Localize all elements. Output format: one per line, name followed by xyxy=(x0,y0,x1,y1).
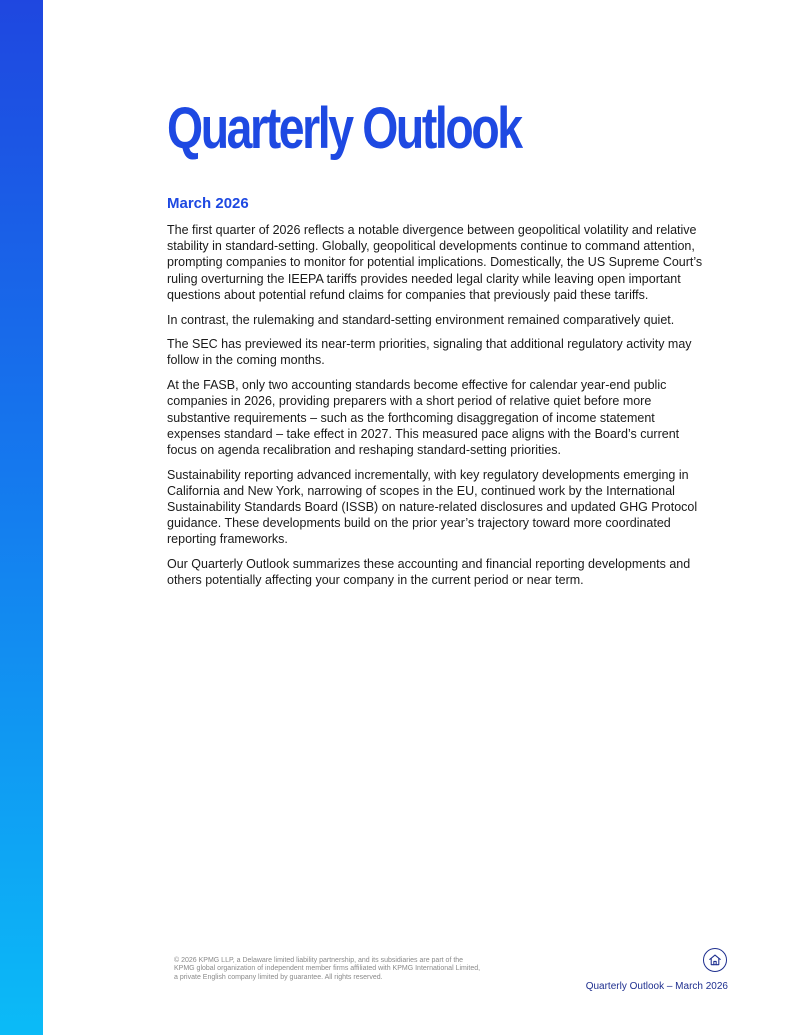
page-title: Quarterly Outlook xyxy=(167,96,521,161)
home-icon xyxy=(708,953,722,967)
home-button[interactable] xyxy=(703,948,727,972)
paragraph: The SEC has previewed its near-term priorities, signaling that additional regulatory activity may follow in the coming months. xyxy=(167,337,692,368)
paragraph: At the FASB, only two accounting standards become effective for calendar year-end public companies in 2026, providing preparers with a short period of relative quiet before more substantive requirements – such as the forthcoming disaggregation of income statement expenses standard – take effect in 2027. This measured pace aligns with the Board’s current focus on agenda recalibration and reshaping standard-setting priorities. xyxy=(167,378,680,457)
copyright-notice: © 2026 KPMG LLP, a Delaware limited liability partnership, and its subsidiaries are part of the KPMG global organization of independent member firms affiliated with KPMG International Limited, a private English company limited by guarantee. All rights reserved. xyxy=(174,957,481,981)
side-accent-bar xyxy=(0,0,43,1035)
footer-page-label: Quarterly Outlook – March 2026 xyxy=(585,981,728,992)
paragraph: Our Quarterly Outlook summarizes these accounting and financial reporting developments and others potentially affecting your company in the current period or near term. xyxy=(167,557,691,588)
paragraph: The first quarter of 2026 reflects a notable divergence between geopolitical volatility and relative stability in standard-setting. Globally, geopolitical developments continue to command attention, prompting companies to monitor for potential implications. Domestically, the US Supreme Court’s ruling overturning the IEEPA tariffs provides needed legal clarity while leaving open important questions about potential refund claims for companies that previously paid these tariffs. xyxy=(167,223,703,302)
paragraph: In contrast, the rulemaking and standard-setting environment remained comparatively quiet. xyxy=(167,312,675,327)
page-subtitle: March 2026 xyxy=(167,195,249,212)
paragraph: Sustainability reporting advanced incrementally, with key regulatory developments emerging in California and New York, narrowing of scopes in the EU, continued work by the International Sustainability Standards Board (ISSB) on nature-related disclosures and updated GHG Protocol guidance. These developments build on the prior year’s trajectory toward more coordinated reporting frameworks. xyxy=(167,467,698,547)
intro-body xyxy=(167,222,707,597)
